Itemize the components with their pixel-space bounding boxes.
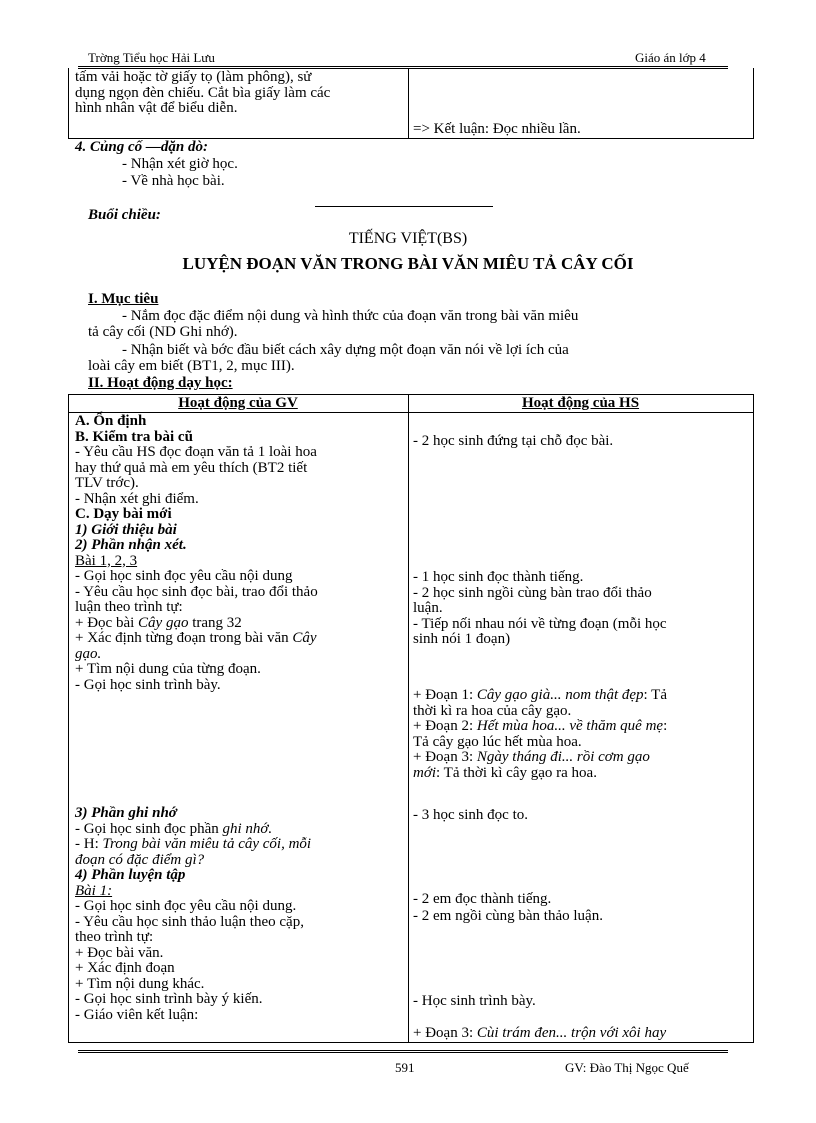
hs-text-italic: Ngày tháng đi... rồi cơm gạo: [476, 749, 650, 765]
consolidate-title: 4. Củng cố —dặn dò:: [75, 139, 208, 155]
gv-line: gạo.: [75, 645, 102, 662]
consolidate-item: - Về nhà học bài.: [122, 173, 225, 189]
gv-text: - H:: [75, 836, 103, 852]
header-school: Trờng Tiểu học Hải Lưu: [88, 50, 215, 65]
gv-line: + Xác định đoạn: [75, 960, 175, 976]
hs-line: [413, 719, 748, 735]
hs-line: - 2 em đọc thành tiếng.: [413, 891, 552, 907]
hs-text-italic: Hết mùa hoa... về thăm quê mẹ: [476, 718, 664, 734]
top-left-line: dụng ngọn đèn chiếu. Cắt bìa giấy làm các: [75, 84, 331, 101]
gv-text: - Gọi học sinh đọc phần: [75, 820, 223, 837]
hs-line: luận.: [413, 600, 443, 616]
gv-text-italic: Cây: [292, 630, 317, 646]
gv-text: trang 32: [188, 614, 242, 631]
hs-text: + Đoạn 1:: [413, 687, 477, 703]
gv-line: - Yêu cầu HS đọc đoạn văn tả 1 loài hoa: [75, 444, 317, 460]
table-header-rule: [68, 412, 754, 413]
hs-line: [413, 766, 748, 782]
gv-line: [75, 631, 403, 647]
gv-text-italic: ghi nhớ.: [222, 820, 273, 837]
table-column-divider: [408, 394, 409, 1042]
hs-line: Tả cây gạo lúc hết mùa hoa.: [413, 733, 582, 750]
hs-text: : Tả thời kì cây gạo ra hoa.: [436, 764, 597, 781]
top-table-right: => Kết luận: Đọc nhiều lần.: [413, 121, 581, 137]
hs-text-italic: Cùi trám đen... trộn với xôi hay: [476, 1025, 667, 1041]
section-rule: [315, 206, 493, 207]
hs-text: : Tả: [643, 687, 667, 703]
gv-line: - Yêu cầu học sinh thảo luận theo cặp,: [75, 913, 304, 930]
gv-section: A. Ổn định: [75, 413, 147, 429]
gv-text-italic: Cây gạo: [138, 614, 189, 631]
objective-line: - Nắm đọc đặc điểm nội dung và hình thức của đoạn văn trong bài văn miêu: [122, 308, 579, 324]
afternoon-label: Buổi chiều:: [88, 207, 161, 223]
gv-line: - Nhận xét ghi điểm.: [75, 490, 199, 507]
gv-line: + Tìm nội dung khác.: [75, 975, 205, 992]
hs-line: - 2 học sinh ngồi cùng bàn trao đổi thảo: [413, 584, 652, 601]
hs-line: - Học sinh trình bày.: [413, 993, 536, 1009]
gv-line: TLV trớc).: [75, 475, 139, 491]
hs-text-italic: Cây gạo già... nom thật đẹp: [476, 687, 644, 703]
gv-column-part2: [75, 806, 403, 1023]
gv-line: - Gọi học sinh trình bày.: [75, 676, 221, 693]
gv-exercise: Bài 1, 2, 3: [75, 552, 138, 569]
header-grade: Giáo án lớp 4: [635, 50, 706, 65]
gv-subsection: 2) Phần nhận xét.: [75, 537, 187, 553]
footer-rule: [78, 1050, 728, 1053]
hs-line: sinh nói 1 đoạn): [413, 631, 511, 647]
gv-subsection: 1) Giới thiệu bài: [75, 521, 177, 538]
hs-line: - Tiếp nối nhau nói về từng đoạn (mỗi học: [413, 615, 667, 632]
hs-line: - 2 em ngồi cùng bàn thảo luận.: [413, 908, 603, 924]
top-left-line: hình nhân vật để biểu diễn.: [75, 100, 238, 116]
gv-line: [75, 616, 403, 632]
gv-line: - Gọi học sinh đọc yêu cầu nội dung.: [75, 898, 297, 914]
top-left-line: tấm vải hoặc tờ giấy tọ (làm phông), sử: [75, 69, 312, 85]
gv-line: [75, 822, 403, 838]
hs-line: - 2 học sinh đứng tại chỗ đọc bài.: [413, 433, 614, 449]
hs-block: [413, 688, 748, 781]
hs-text: + Đoạn 2:: [413, 718, 477, 734]
col-header-hs: Hoạt động của HS: [521, 395, 640, 411]
activities-heading: II. Hoạt động dạy học:: [88, 375, 233, 391]
objective-line: - Nhận biết và bớc đầu biết cách xây dựng một đoạn văn nói về lợi ích của: [122, 342, 569, 358]
objective-line: tả cây cối (ND Ghi nhớ).: [88, 324, 238, 340]
objectives-heading: I. Mục tiêu: [88, 291, 159, 307]
gv-text: + Đọc bài: [75, 614, 139, 631]
consolidate-item: - Nhận xét giờ học.: [122, 156, 238, 172]
gv-subsection: 3) Phần ghi nhớ: [75, 805, 177, 821]
gv-text-italic: Trong bài văn miêu tả cây cối, mỗi: [102, 836, 312, 852]
gv-line: + Tìm nội dung của từng đoạn.: [75, 661, 261, 677]
hs-text: + Đoạn 3:: [413, 749, 477, 765]
gv-section: B. Kiểm tra bài cũ: [75, 428, 193, 445]
gv-subsection: 4) Phần luyện tập: [75, 867, 186, 883]
top-table-divider: [408, 68, 409, 138]
hs-block: [413, 570, 748, 648]
gv-line: hay thứ quả mà em yêu thích (BT2 tiết: [75, 459, 308, 476]
hs-line: - 1 học sinh đọc thành tiếng.: [413, 569, 584, 585]
hs-line: - 3 học sinh đọc to.: [413, 807, 528, 823]
hs-text: + Đoạn 3:: [413, 1025, 477, 1041]
gv-line: - Gọi học sinh đọc yêu cầu nội dung: [75, 568, 293, 584]
hs-line: [413, 750, 748, 766]
gv-column: [75, 414, 403, 693]
gv-line: [75, 837, 403, 853]
hs-line: thời kì ra hoa của cây gạo.: [413, 702, 572, 719]
gv-line: - Yêu cầu học sinh đọc bài, trao đổi thảo: [75, 583, 318, 600]
objective-line: loài cây em biết (BT1, 2, mục III).: [88, 358, 295, 374]
gv-line: luận theo trình tự:: [75, 599, 183, 615]
gv-text: + Xác định từng đoạn trong bài văn: [75, 630, 293, 646]
col-header-gv: Hoạt động của GV: [178, 395, 298, 411]
gv-line: + Đọc bài văn.: [75, 944, 164, 961]
subject-title: TIẾNG VIỆT(BS): [348, 230, 468, 247]
lesson-title: LUYỆN ĐOẠN VĂN TRONG BÀI VĂN MIÊU TẢ CÂY CỐI: [182, 254, 634, 273]
gv-exercise: Bài 1:: [75, 882, 113, 899]
hs-text: :: [663, 718, 668, 734]
gv-section: C. Dạy bài mới: [75, 506, 172, 522]
top-table-left: [75, 70, 403, 117]
footer-teacher: GV: Đào Thị Ngọc Quế: [565, 1060, 689, 1075]
hs-text-italic: mới: [413, 764, 437, 781]
gv-line: đoạn có đặc điểm gì?: [75, 851, 205, 868]
gv-line: theo trình tự:: [75, 929, 154, 945]
gv-line: - Giáo viên kết luận:: [75, 1006, 199, 1023]
hs-line: [413, 688, 748, 704]
footer-page: 591: [395, 1060, 415, 1075]
hs-line: [413, 1026, 666, 1042]
gv-line: - Gọi học sinh trình bày ý kiến.: [75, 991, 263, 1007]
